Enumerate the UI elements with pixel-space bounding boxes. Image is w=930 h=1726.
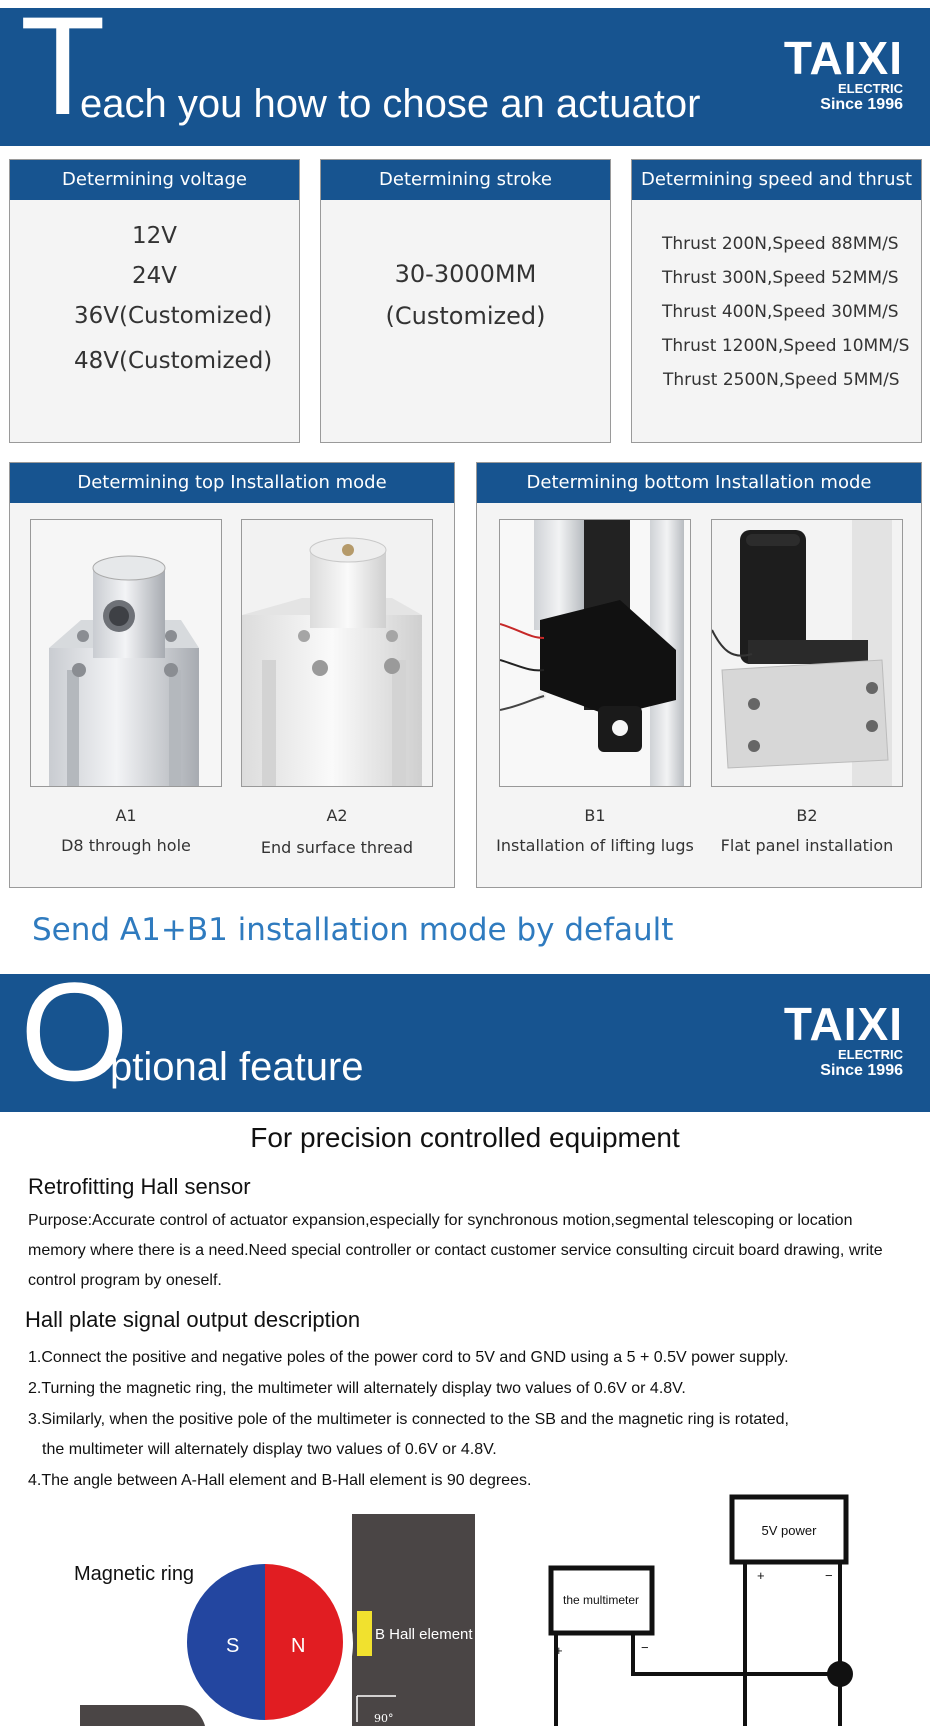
step-item: the multimeter will alternately display two values of 0.6V or 4.8V.: [42, 1441, 497, 1458]
power-label: 5V power: [761, 1523, 817, 1538]
step-item: 4.The angle between A-Hall element and B-Hall element is 90 degrees.: [28, 1472, 532, 1489]
junction-node: [827, 1661, 853, 1687]
speed-item: Thrust 1200N,Speed 10MM/S: [662, 336, 910, 356]
optional-banner: [0, 974, 930, 1112]
step-item: 3.Similarly, when the positive pole of the multimeter is connected to the SB and the magnetic ring is rotated,: [28, 1411, 789, 1428]
stroke-range: 30-3000MM: [394, 260, 537, 288]
b2-photo: [711, 519, 903, 787]
voltage-item: 36V(Customized): [74, 303, 273, 329]
speed-item: Thrust 400N,Speed 30MM/S: [662, 302, 899, 322]
hall-element: [357, 1611, 372, 1656]
banner-initial-letter: O: [20, 974, 129, 1110]
housing-bottom: [80, 1705, 205, 1726]
a1-code: A1: [115, 806, 137, 825]
brand-sub: ELECTRIC: [838, 81, 903, 96]
hall-diagram-svg: [0, 1490, 930, 1726]
a1-photo: [30, 519, 222, 787]
speed-item: Thrust 200N,Speed 88MM/S: [662, 234, 899, 254]
north-label: N: [291, 1635, 306, 1657]
voltage-item: 12V: [132, 223, 178, 249]
stroke-custom: (Customized): [385, 302, 546, 330]
top-mode-header: Determining top Installation mode: [10, 463, 454, 503]
b2-code: B2: [796, 806, 818, 825]
speed-header: Determining speed and thrust: [632, 160, 921, 200]
voltage-item: 24V: [132, 263, 178, 289]
power-minus: −: [825, 1568, 833, 1583]
optional-title: For precision controlled equipment: [250, 1122, 680, 1153]
brand-logo: [743, 998, 903, 1080]
multimeter-label: the multimeter: [562, 1593, 640, 1607]
step-item: 1.Connect the positive and negative poles of the power cord to 5V and GND using a 5 + 0.5V power supply.: [28, 1349, 789, 1366]
b1-photo: [499, 519, 691, 787]
brand-since: Since 1996: [820, 1062, 903, 1079]
a2-code: A2: [326, 806, 348, 825]
brand-sub: ELECTRIC: [838, 1047, 903, 1062]
hall-element-label: B Hall element: [375, 1626, 473, 1643]
a2-photo: [241, 519, 433, 787]
south-label: S: [226, 1635, 240, 1657]
speed-item: Thrust 300N,Speed 52MM/S: [662, 268, 899, 288]
step-item: 2.Turning the magnetic ring, the multimeter will alternately display two values of 0.6V or 4.8V.: [28, 1380, 686, 1397]
meter-plus: +: [555, 1643, 563, 1658]
b1-label: Installation of lifting lugs: [496, 836, 694, 855]
b2-label: Flat panel installation: [720, 836, 894, 855]
speed-item: Thrust 2500N,Speed 5MM/S: [663, 370, 900, 390]
purpose-paragraph: Purpose:Accurate control of actuator expansion,especially for synchronous motion,segmental telescoping or location memory where there is a need.Need special controller or contact customer service consulting circuit board drawing, write control program by oneself.: [28, 1212, 883, 1289]
meter-minus: −: [641, 1640, 649, 1655]
a1-label: D8 through hole: [61, 836, 191, 855]
signal-heading: Hall plate signal output description: [25, 1307, 361, 1332]
banner-title: ptional feature: [110, 1045, 364, 1089]
stroke-card: [320, 159, 611, 443]
brand-since: Since 1996: [820, 96, 903, 113]
hall-sensor-heading: Retrofitting Hall sensor: [28, 1174, 251, 1199]
power-plus: +: [757, 1568, 765, 1583]
voltage-header: Determining voltage: [10, 160, 299, 200]
top-banner: [0, 8, 930, 146]
top-mode-card: [9, 462, 455, 888]
voltage-item: 48V(Customized): [74, 348, 273, 374]
voltage-card: [9, 159, 300, 443]
hall-diagram: [0, 1490, 930, 1726]
bottom-mode-header: Determining bottom Installation mode: [477, 463, 921, 503]
brand-name: TAIXI: [783, 32, 903, 84]
angle-label: 90°: [374, 1712, 394, 1725]
brand-name: TAIXI: [783, 998, 903, 1050]
default-installation-note: Send A1+B1 installation mode by default: [32, 912, 674, 948]
a2-label: End surface thread: [260, 838, 414, 857]
brand-logo: [743, 32, 903, 114]
banner-title: each you how to chose an actuator: [80, 82, 701, 126]
magnetic-ring-label: Magnetic ring: [74, 1563, 195, 1585]
speed-card: [631, 159, 922, 443]
stroke-header: Determining stroke: [321, 160, 610, 200]
banner-initial-letter: T: [20, 8, 106, 144]
bottom-mode-card: [476, 462, 922, 888]
b1-code: B1: [584, 806, 606, 825]
wire-meter-minus: [633, 1635, 840, 1674]
